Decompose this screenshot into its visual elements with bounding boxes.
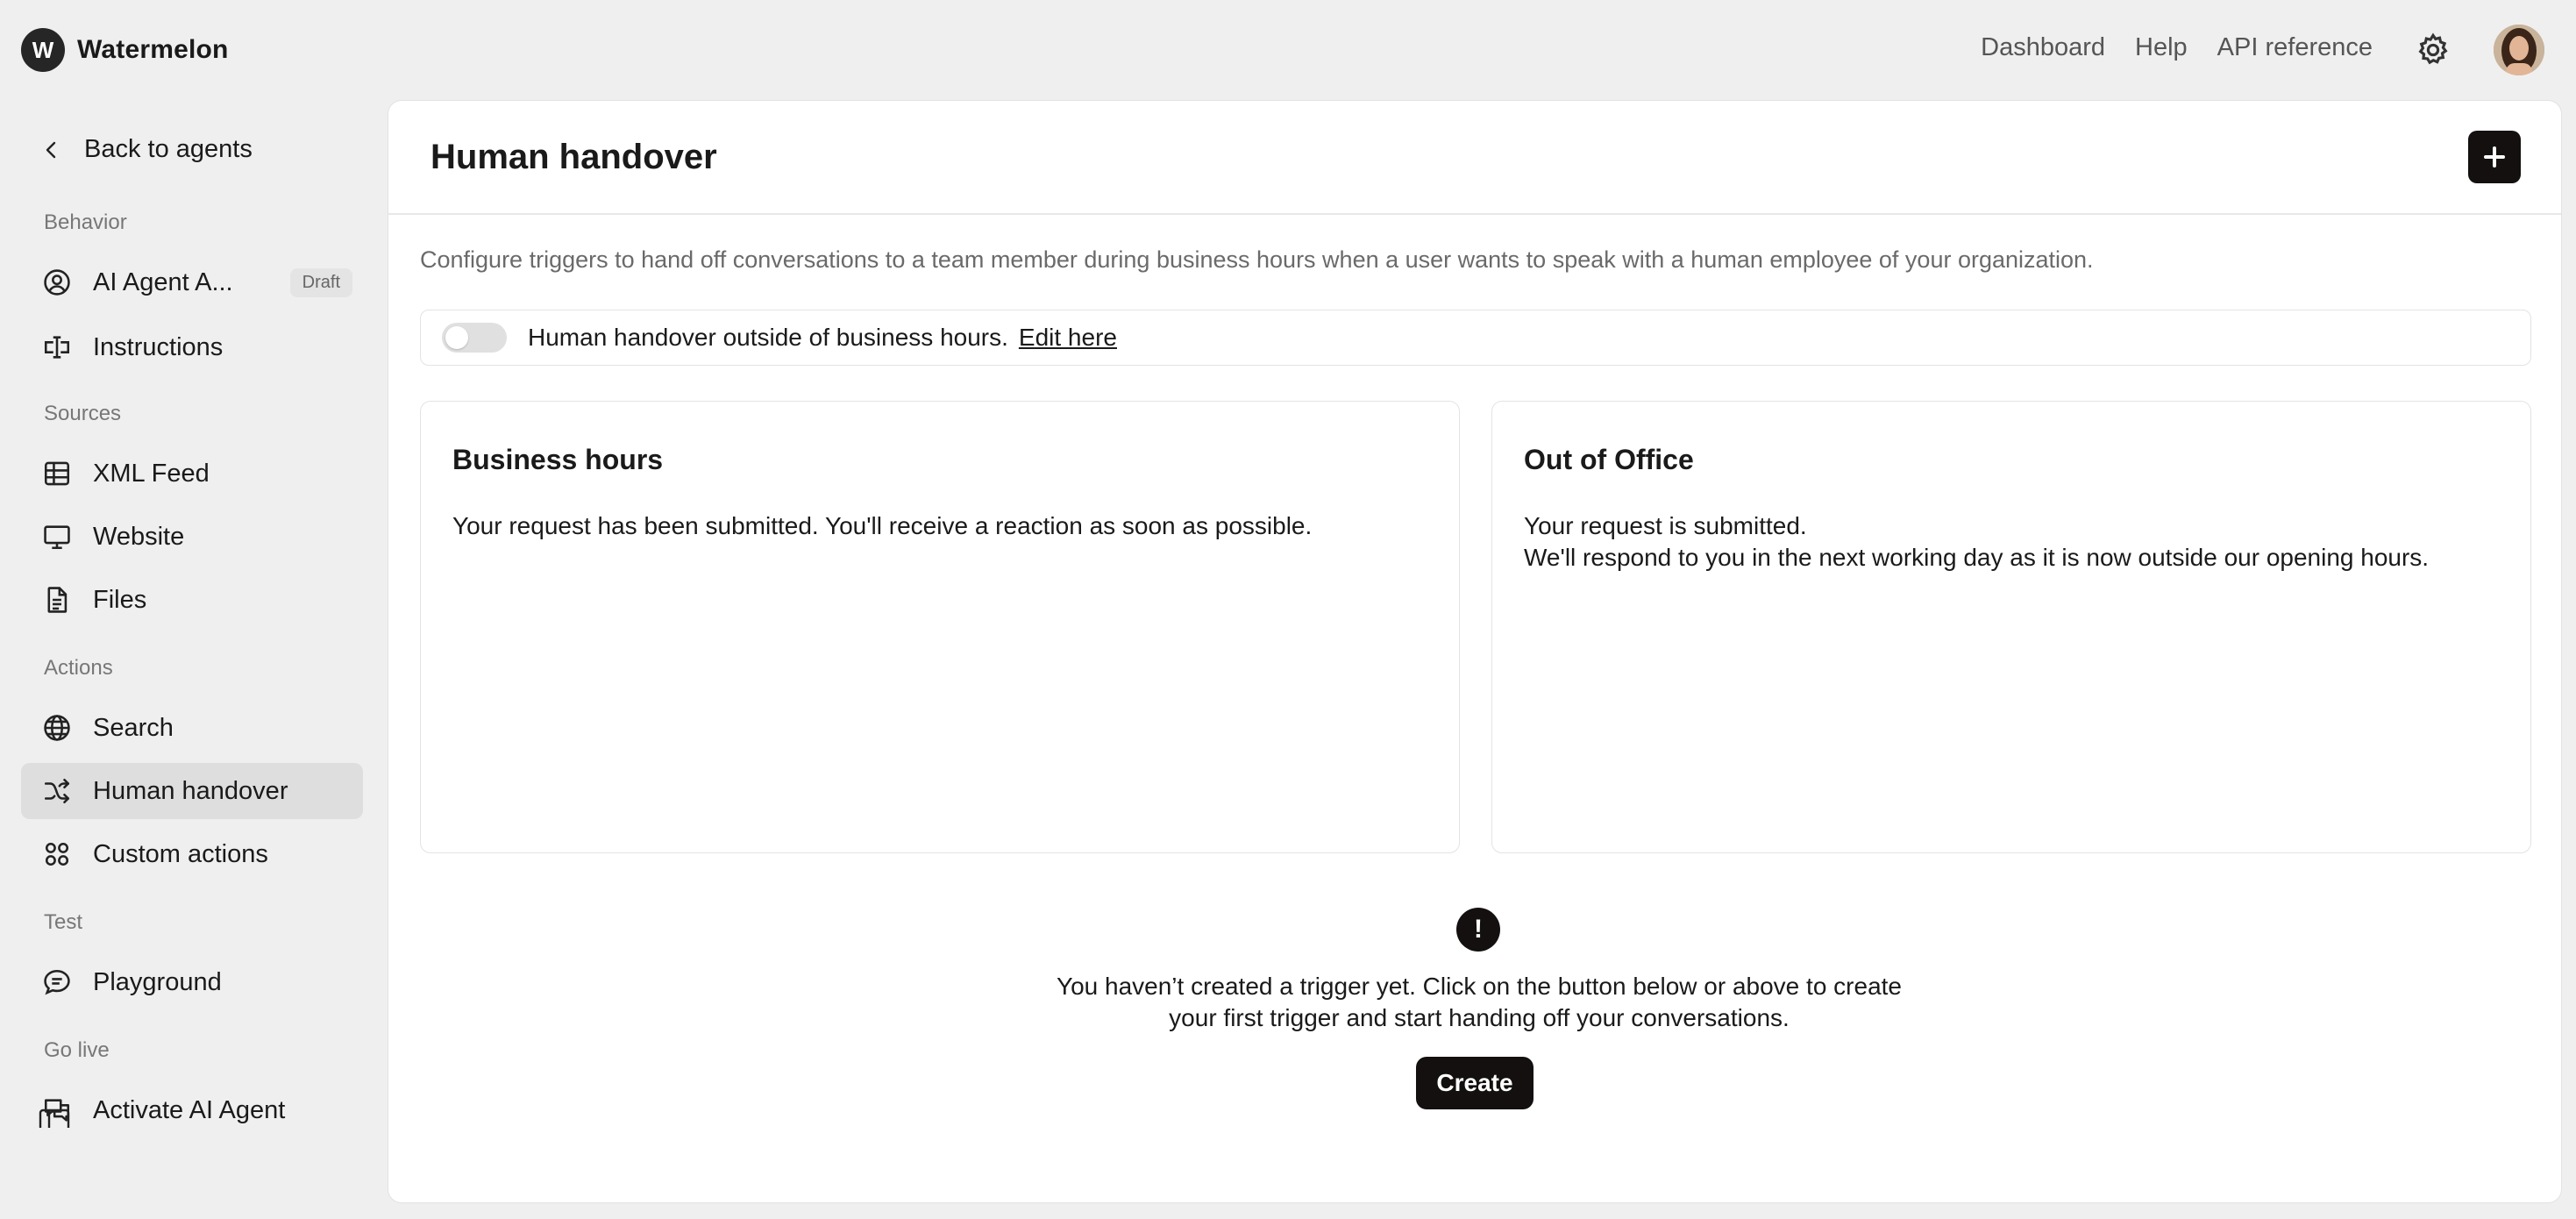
card-title: Business hours bbox=[452, 444, 664, 475]
section-test: Test bbox=[44, 910, 83, 934]
sidebar-collapse-icon[interactable] bbox=[39, 1109, 70, 1128]
sidebar-item-label: Activate AI Agent bbox=[93, 1095, 286, 1124]
sidebar-item-xml-feed[interactable] bbox=[21, 446, 363, 502]
after-hours-toggle-row bbox=[420, 310, 2531, 366]
sidebar bbox=[0, 100, 386, 1219]
sidebar-item-label: XML Feed bbox=[93, 459, 210, 488]
section-sources: Sources bbox=[44, 402, 122, 425]
sidebar-item-ai-agent[interactable] bbox=[21, 254, 363, 310]
edit-here-link[interactable]: Edit here bbox=[1018, 324, 1117, 351]
table-icon bbox=[42, 459, 72, 488]
card-body bbox=[1524, 510, 2429, 574]
top-bar bbox=[0, 0, 2576, 100]
brand-name: Watermelon bbox=[77, 35, 229, 64]
create-button[interactable]: Create bbox=[1416, 1057, 1534, 1109]
shuffle-icon bbox=[42, 776, 72, 806]
chevron-left-icon bbox=[44, 140, 58, 160]
sidebar-item-label: Instructions bbox=[93, 332, 224, 361]
section-go-live: Go live bbox=[44, 1038, 110, 1062]
sidebar-item-label: Playground bbox=[93, 967, 222, 996]
section-behavior: Behavior bbox=[44, 210, 127, 234]
sidebar-item-custom-actions[interactable] bbox=[21, 826, 363, 882]
panel-header bbox=[388, 101, 2561, 215]
sidebar-item-search[interactable] bbox=[21, 700, 363, 756]
sidebar-item-activate-ai-agent[interactable] bbox=[21, 1082, 363, 1138]
sidebar-item-playground[interactable] bbox=[21, 954, 363, 1010]
top-nav bbox=[1981, 33, 2373, 62]
instructions-icon bbox=[42, 332, 72, 362]
back-to-agents-link[interactable] bbox=[44, 135, 253, 164]
sidebar-item-label: Human handover bbox=[93, 776, 288, 805]
sidebar-item-label: Custom actions bbox=[93, 839, 268, 868]
plus-icon bbox=[2482, 145, 2507, 169]
exclamation-icon: ! bbox=[1456, 908, 1500, 952]
monitor-icon bbox=[42, 522, 72, 552]
sidebar-item-label: AI Agent A... bbox=[93, 267, 233, 296]
card-message: Your request has been submitted. You'll receive a reaction as soon as possible. bbox=[452, 512, 1313, 539]
chat-bubble-icon bbox=[42, 967, 72, 997]
card-title: Out of Office bbox=[1524, 444, 1694, 475]
sidebar-item-instructions[interactable] bbox=[21, 319, 363, 375]
empty-state-message bbox=[1037, 971, 1921, 1034]
brand[interactable] bbox=[21, 28, 229, 72]
empty-state-line-1: You haven’t created a trigger yet. Click on the button below or above to create bbox=[1056, 973, 1902, 1000]
after-hours-toggle[interactable] bbox=[442, 323, 507, 353]
brand-logo: W bbox=[21, 28, 65, 72]
sidebar-item-label: Website bbox=[93, 522, 185, 551]
toggle-label: Human handover outside of business hours. bbox=[528, 324, 1008, 351]
out-of-office-card[interactable] bbox=[1491, 401, 2531, 853]
grid-icon bbox=[42, 839, 72, 869]
toggle-knob bbox=[445, 326, 468, 349]
user-circle-icon bbox=[42, 267, 72, 297]
sidebar-item-human-handover[interactable] bbox=[21, 763, 363, 819]
file-icon bbox=[42, 585, 72, 615]
draft-badge: Draft bbox=[290, 268, 352, 297]
page-title: Human handover bbox=[431, 138, 717, 176]
page-description: Configure triggers to hand off conversations to a team member during business hours when a user wants to speak with a human employee of your organization. bbox=[420, 246, 2094, 273]
main-panel bbox=[388, 100, 2562, 1203]
card-body bbox=[452, 510, 1312, 542]
user-avatar[interactable] bbox=[2494, 25, 2544, 75]
sidebar-item-website[interactable] bbox=[21, 509, 363, 565]
add-trigger-button[interactable] bbox=[2468, 131, 2521, 183]
nav-dashboard-link[interactable]: Dashboard bbox=[1981, 33, 2106, 61]
business-hours-card[interactable] bbox=[420, 401, 1460, 853]
section-actions: Actions bbox=[44, 656, 113, 680]
empty-state-line-2: your first trigger and start handing off your conversations. bbox=[1169, 1004, 1790, 1031]
nav-api-reference-link[interactable]: API reference bbox=[2217, 33, 2373, 61]
globe-icon bbox=[42, 713, 72, 743]
nav-help-link[interactable]: Help bbox=[2135, 33, 2188, 61]
card-message-line-1: Your request is submitted. bbox=[1524, 512, 1807, 539]
card-message-line-2: We'll respond to you in the next working day as it is now outside our opening hours. bbox=[1524, 544, 2430, 571]
back-label: Back to agents bbox=[84, 135, 253, 163]
gear-icon[interactable] bbox=[2415, 32, 2451, 68]
sidebar-item-label: Search bbox=[93, 713, 174, 742]
sidebar-item-files[interactable] bbox=[21, 572, 363, 628]
sidebar-item-label: Files bbox=[93, 585, 147, 614]
